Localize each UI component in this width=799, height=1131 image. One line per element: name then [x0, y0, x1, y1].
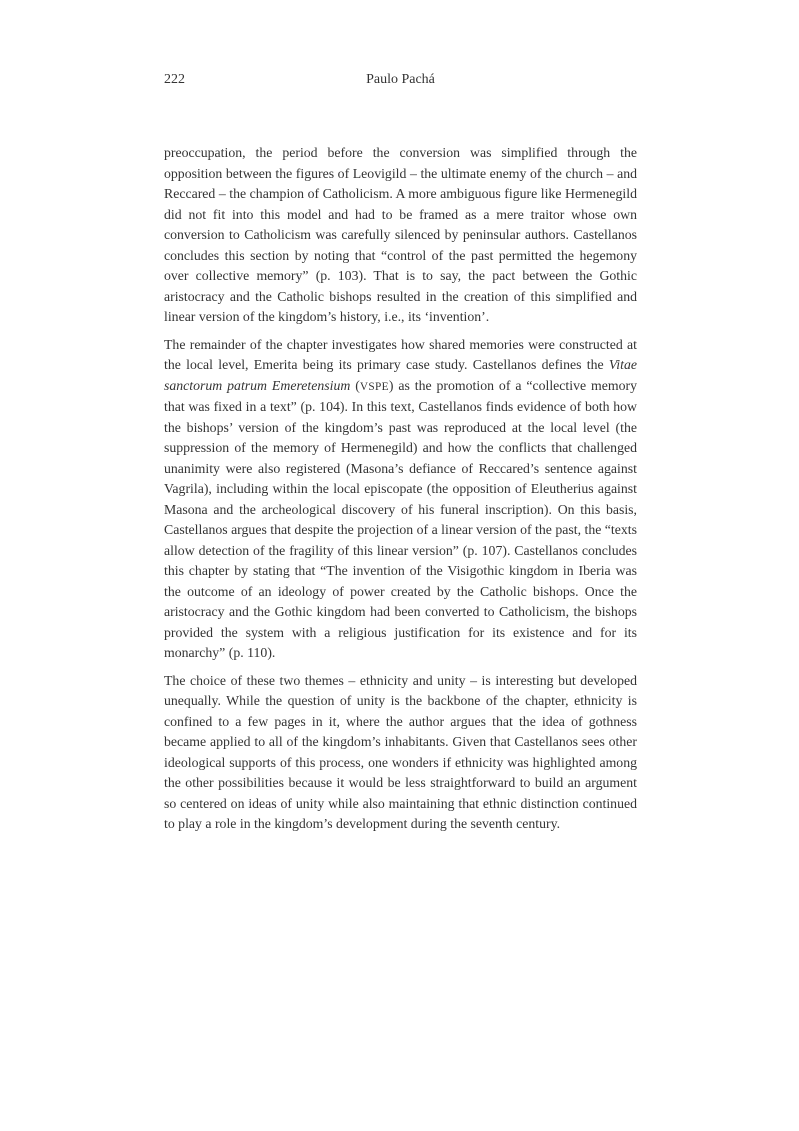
- paragraph: [164, 143, 637, 328]
- paragraph: [164, 671, 637, 835]
- body-text: (: [350, 377, 360, 393]
- body-text: The choice of these two themes – ethnicity and unity – is interesting but developed unequally. While the question of unity is the backbone of the chapter, ethnicity is confined to a few pages in it, where the author argues that the idea of gothness became applied to all of the kingdom’s inhabitants. Given that Castellanos sees other ideological supports of this process, one wonders if ethnicity was highlighted among the other possibilities because it would be less straightforward to build an argument so centered on ideas of unity while also maintaining that ethnic distinction continued to play a role in the kingdom’s development during the seventh century.: [164, 672, 637, 831]
- body-text: preoccupation, the period before the conversion was simplified through the opposition between the figures of Leovigild – the ultimate enemy of the church – and Reccared – the champion of Catholicism. A more ambiguous figure like Hermenegild did not fit into this model and had to be framed as a mere traitor whose own conversion to Catholicism was carefully silenced by peninsular authors. Castellanos concludes this section by noting that “control of the past permitted the hegemony over collective memory” (p. 103). That is to say, the pact between the Gothic aristocracy and the Catholic bishops resulted in the creation of this simplified and linear version of the kingdom’s history, i.e., its ‘invention’.: [164, 145, 637, 324]
- italic-work-title: Vitae sanctorum patrum Emeretensium: [164, 357, 637, 393]
- paragraph: [164, 335, 637, 664]
- page-body: [164, 143, 637, 842]
- body-text: ) as the promotion of a “collective memory that was fixed in a text” (p. 104). In this text, Castellanos finds evidence of both how the bishops’ version of the kingdom’s past was reproduced at the local level (the suppression of the memory of Hermenegild) and how the conflicts that challenged unanimity were also registered (Masona’s defiance of Reccared’s sentence against Vagrila), including within the local episcopate (the opposition of Eleutherius against Masona and the archeological discovery of his funeral inscription). On this basis, Castellanos argues that despite the projection of a linear version of the past, the “texts allow detection of the fragility of this linear version” (p. 107). Castellanos concludes this chapter by stating that “The invention of the Visigothic kingdom in Iberia was the outcome of an ideology of power created by the Catholic bishops. Once the aristocracy and the Gothic kingdom had been converted to Catholicism, the bishops provided the system with a religious justification for its existence and for its monarchy” (p. 110).: [164, 377, 638, 660]
- smallcaps-abbreviation: VSPE: [359, 380, 389, 393]
- page-number: 222: [164, 72, 185, 87]
- body-text: The remainder of the chapter investigates how shared memories were constructed at the local level, Emerita being its primary case study. Castellanos defines the: [164, 336, 637, 372]
- page-header: [164, 70, 637, 90]
- running-head: Paulo Pachá: [366, 72, 435, 87]
